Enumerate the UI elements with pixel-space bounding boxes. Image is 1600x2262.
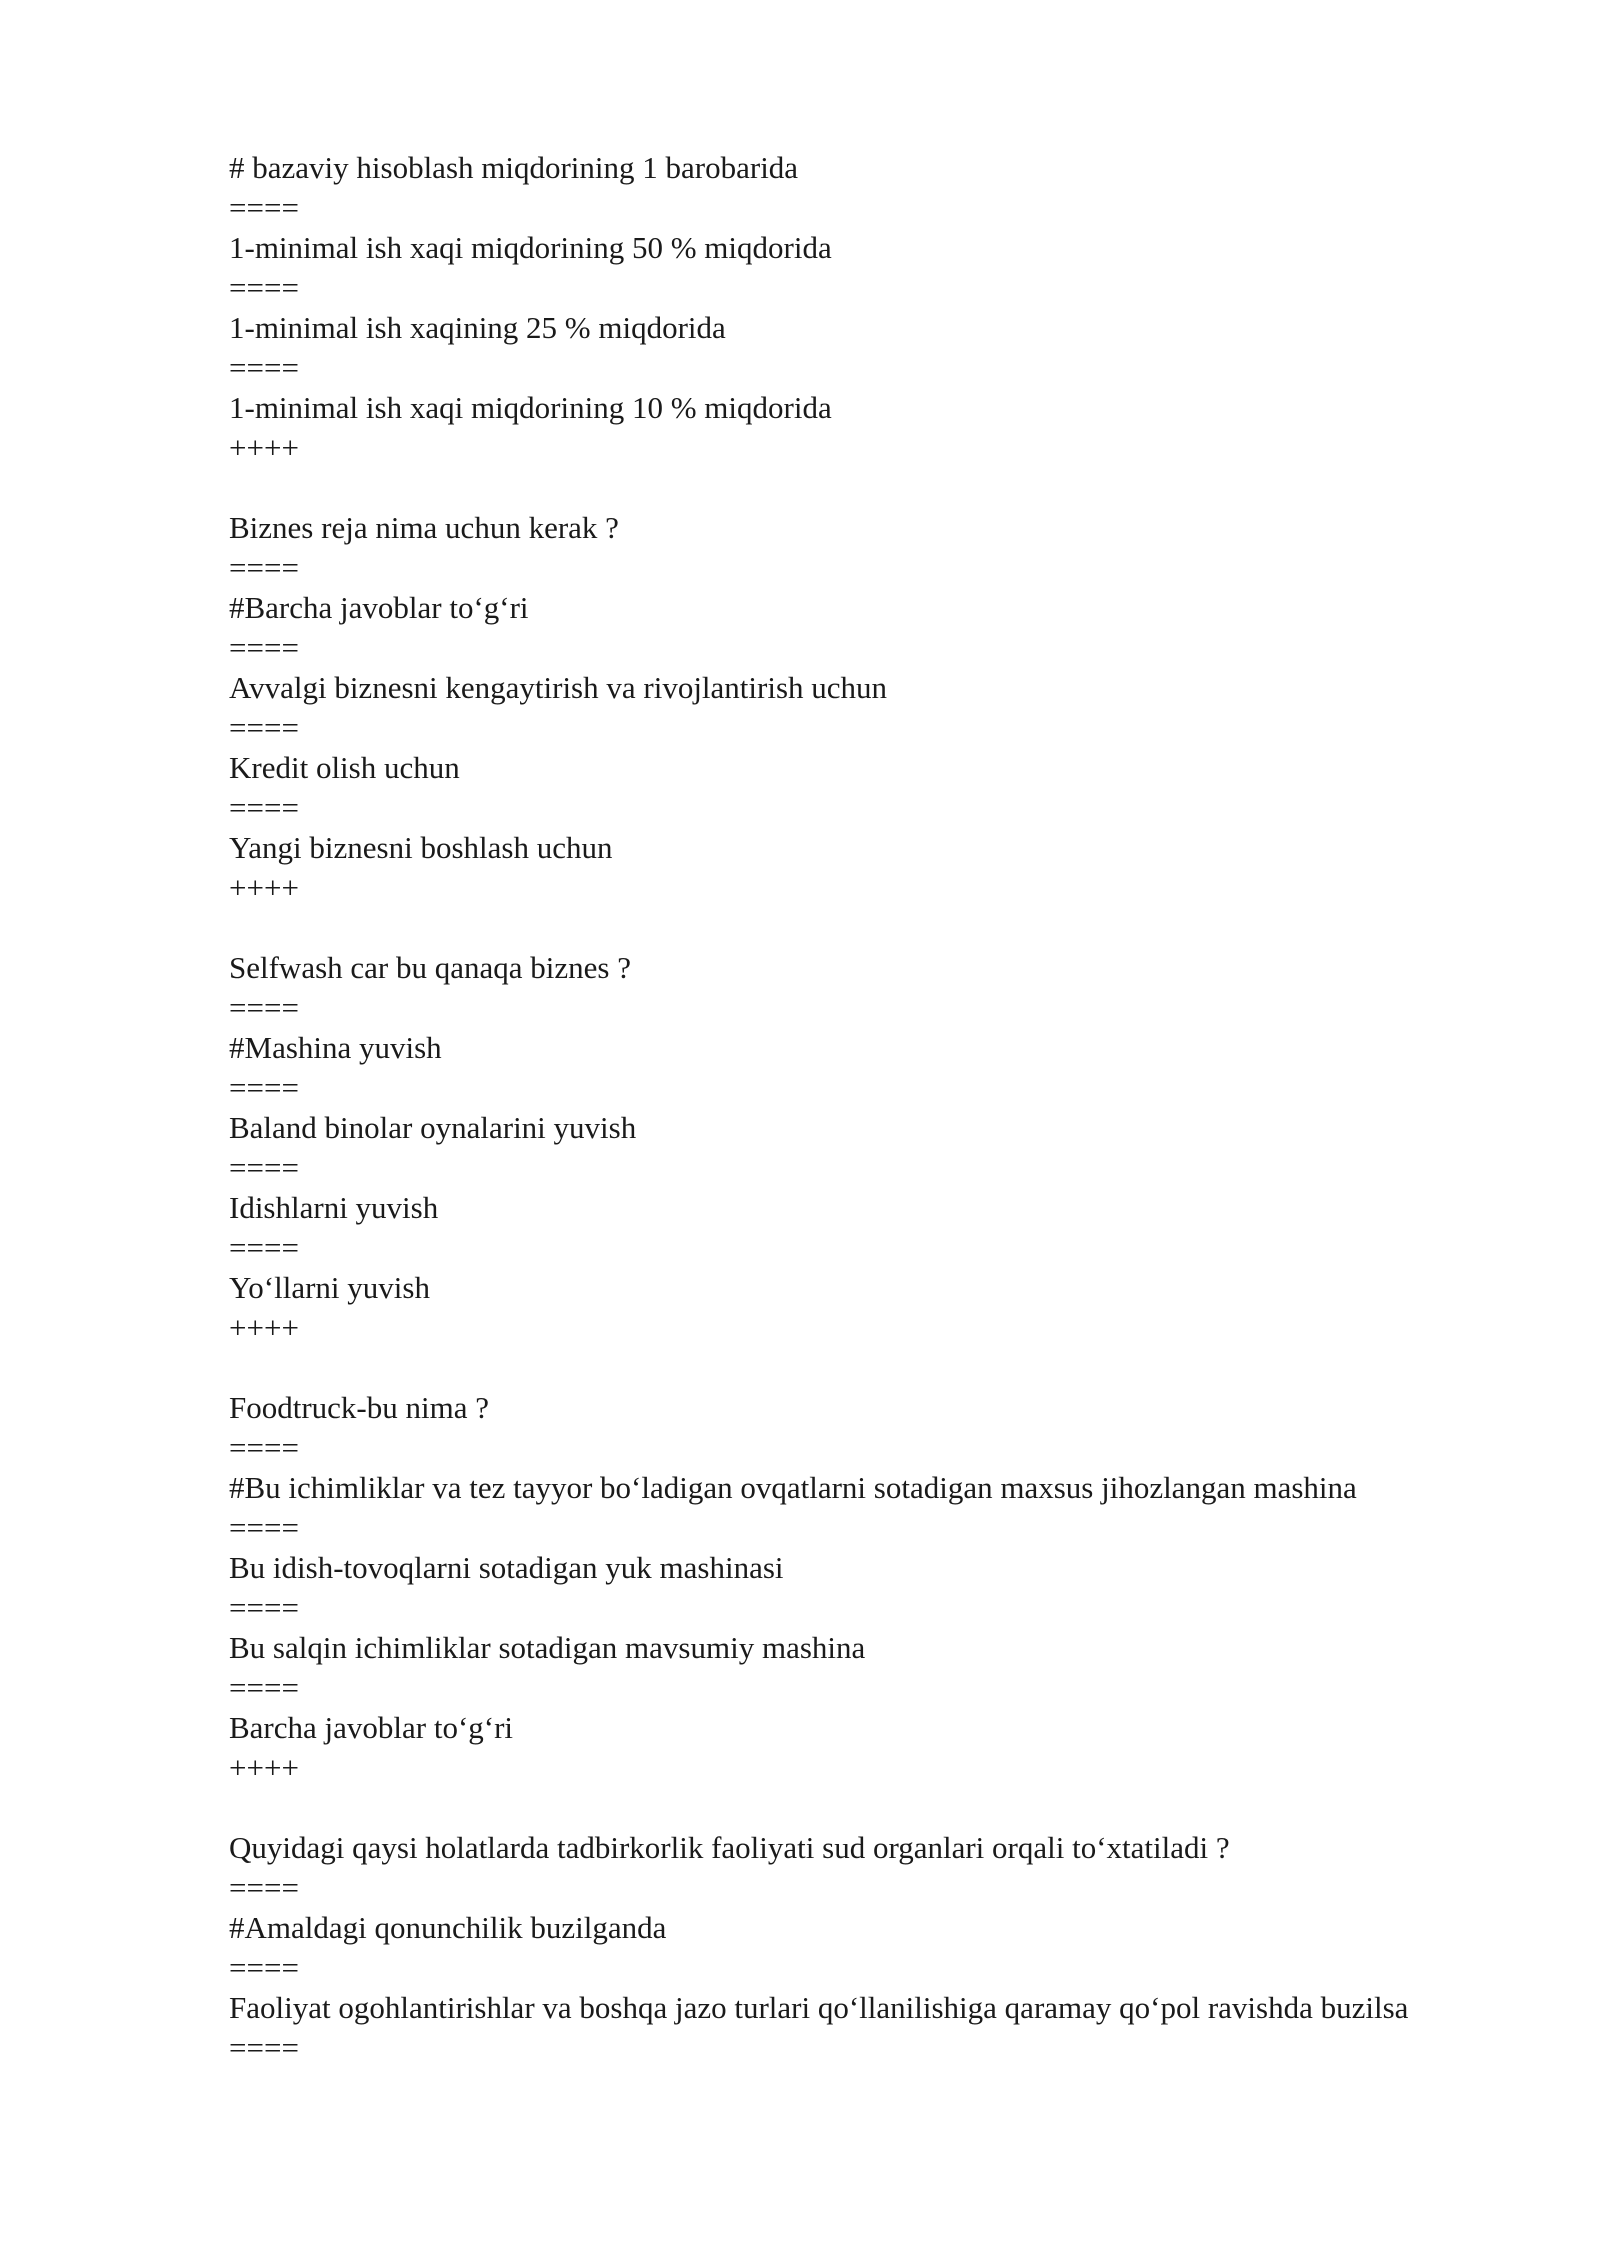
- separator-line: ====: [229, 190, 299, 225]
- correct-answer-line: #Bu ichimliklar va tez tayyor bo‘ladigan ovqatlarni sotadigan maxsus jihozlangan mashina: [229, 1470, 1357, 1505]
- separator-line: ====: [229, 630, 299, 665]
- question-end-marker: ++++: [229, 1750, 299, 1785]
- blank-line: [229, 1348, 1529, 1388]
- separator-line: ====: [229, 790, 299, 825]
- question-line: Foodtruck-bu nima ?: [229, 1390, 490, 1425]
- separator-line: ====: [229, 710, 299, 745]
- answer-option-line: Barcha javoblar to‘g‘ri: [229, 1710, 514, 1745]
- answer-option-line: 1-minimal ish xaqi miqdorining 10 % miqdorida: [229, 390, 832, 425]
- separator-line: ====: [229, 990, 299, 1025]
- separator-line: ====: [229, 2030, 299, 2065]
- question-line: Quyidagi qaysi holatlarda tadbirkorlik faoliyati sud organlari orqali to‘xtatiladi ?: [229, 1830, 1230, 1865]
- answer-option-line: Yo‘llarni yuvish: [229, 1270, 430, 1305]
- answer-option-line: 1-minimal ish xaqining 25 % miqdorida: [229, 310, 726, 345]
- answer-option-line: Kredit olish uchun: [229, 750, 460, 785]
- question-end-marker: ++++: [229, 1310, 299, 1345]
- question-line: Biznes reja nima uchun kerak ?: [229, 510, 619, 545]
- question-end-marker: ++++: [229, 870, 299, 905]
- separator-line: ====: [229, 1670, 299, 1705]
- separator-line: ====: [229, 1430, 299, 1465]
- blank-line: [229, 1788, 1529, 1828]
- blank-line: [229, 468, 1529, 508]
- answer-option-line: Idishlarni yuvish: [229, 1190, 439, 1225]
- answer-option-line: Yangi biznesni boshlash uchun: [229, 830, 613, 865]
- answer-option-line: Faoliyat ogohlantirishlar va boshqa jazo turlari qo‘llanilishiga qaramay qo‘pol ravishda buzilsa: [229, 1990, 1409, 2025]
- separator-line: ====: [229, 550, 299, 585]
- correct-answer-line: #Mashina yuvish: [229, 1030, 442, 1065]
- question-end-marker: ++++: [229, 430, 299, 465]
- separator-line: ====: [229, 270, 299, 305]
- question-line: Selfwash car bu qanaqa biznes ?: [229, 950, 631, 985]
- answer-option-line: Bu salqin ichimliklar sotadigan mavsumiy mashina: [229, 1630, 866, 1665]
- answer-option-line: Baland binolar oynalarini yuvish: [229, 1110, 637, 1145]
- answer-option-line: Bu idish-tovoqlarni sotadigan yuk mashinasi: [229, 1550, 784, 1585]
- separator-line: ====: [229, 1230, 299, 1265]
- answer-option-line: Avvalgi biznesni kengaytirish va rivojlantirish uchun: [229, 670, 888, 705]
- answer-option-line: # bazaviy hisoblash miqdorining 1 barobarida: [229, 150, 799, 185]
- separator-line: ====: [229, 1870, 299, 1905]
- separator-line: ====: [229, 1590, 299, 1625]
- separator-line: ====: [229, 1510, 299, 1545]
- separator-line: ====: [229, 1150, 299, 1185]
- correct-answer-line: #Barcha javoblar to‘g‘ri: [229, 590, 529, 625]
- document-body: [229, 148, 1529, 2068]
- separator-line: ====: [229, 1070, 299, 1105]
- correct-answer-line: #Amaldagi qonunchilik buzilganda: [229, 1910, 667, 1945]
- separator-line: ====: [229, 350, 299, 385]
- separator-line: ====: [229, 1950, 299, 1985]
- answer-option-line: 1-minimal ish xaqi miqdorining 50 % miqdorida: [229, 230, 832, 265]
- blank-line: [229, 908, 1529, 948]
